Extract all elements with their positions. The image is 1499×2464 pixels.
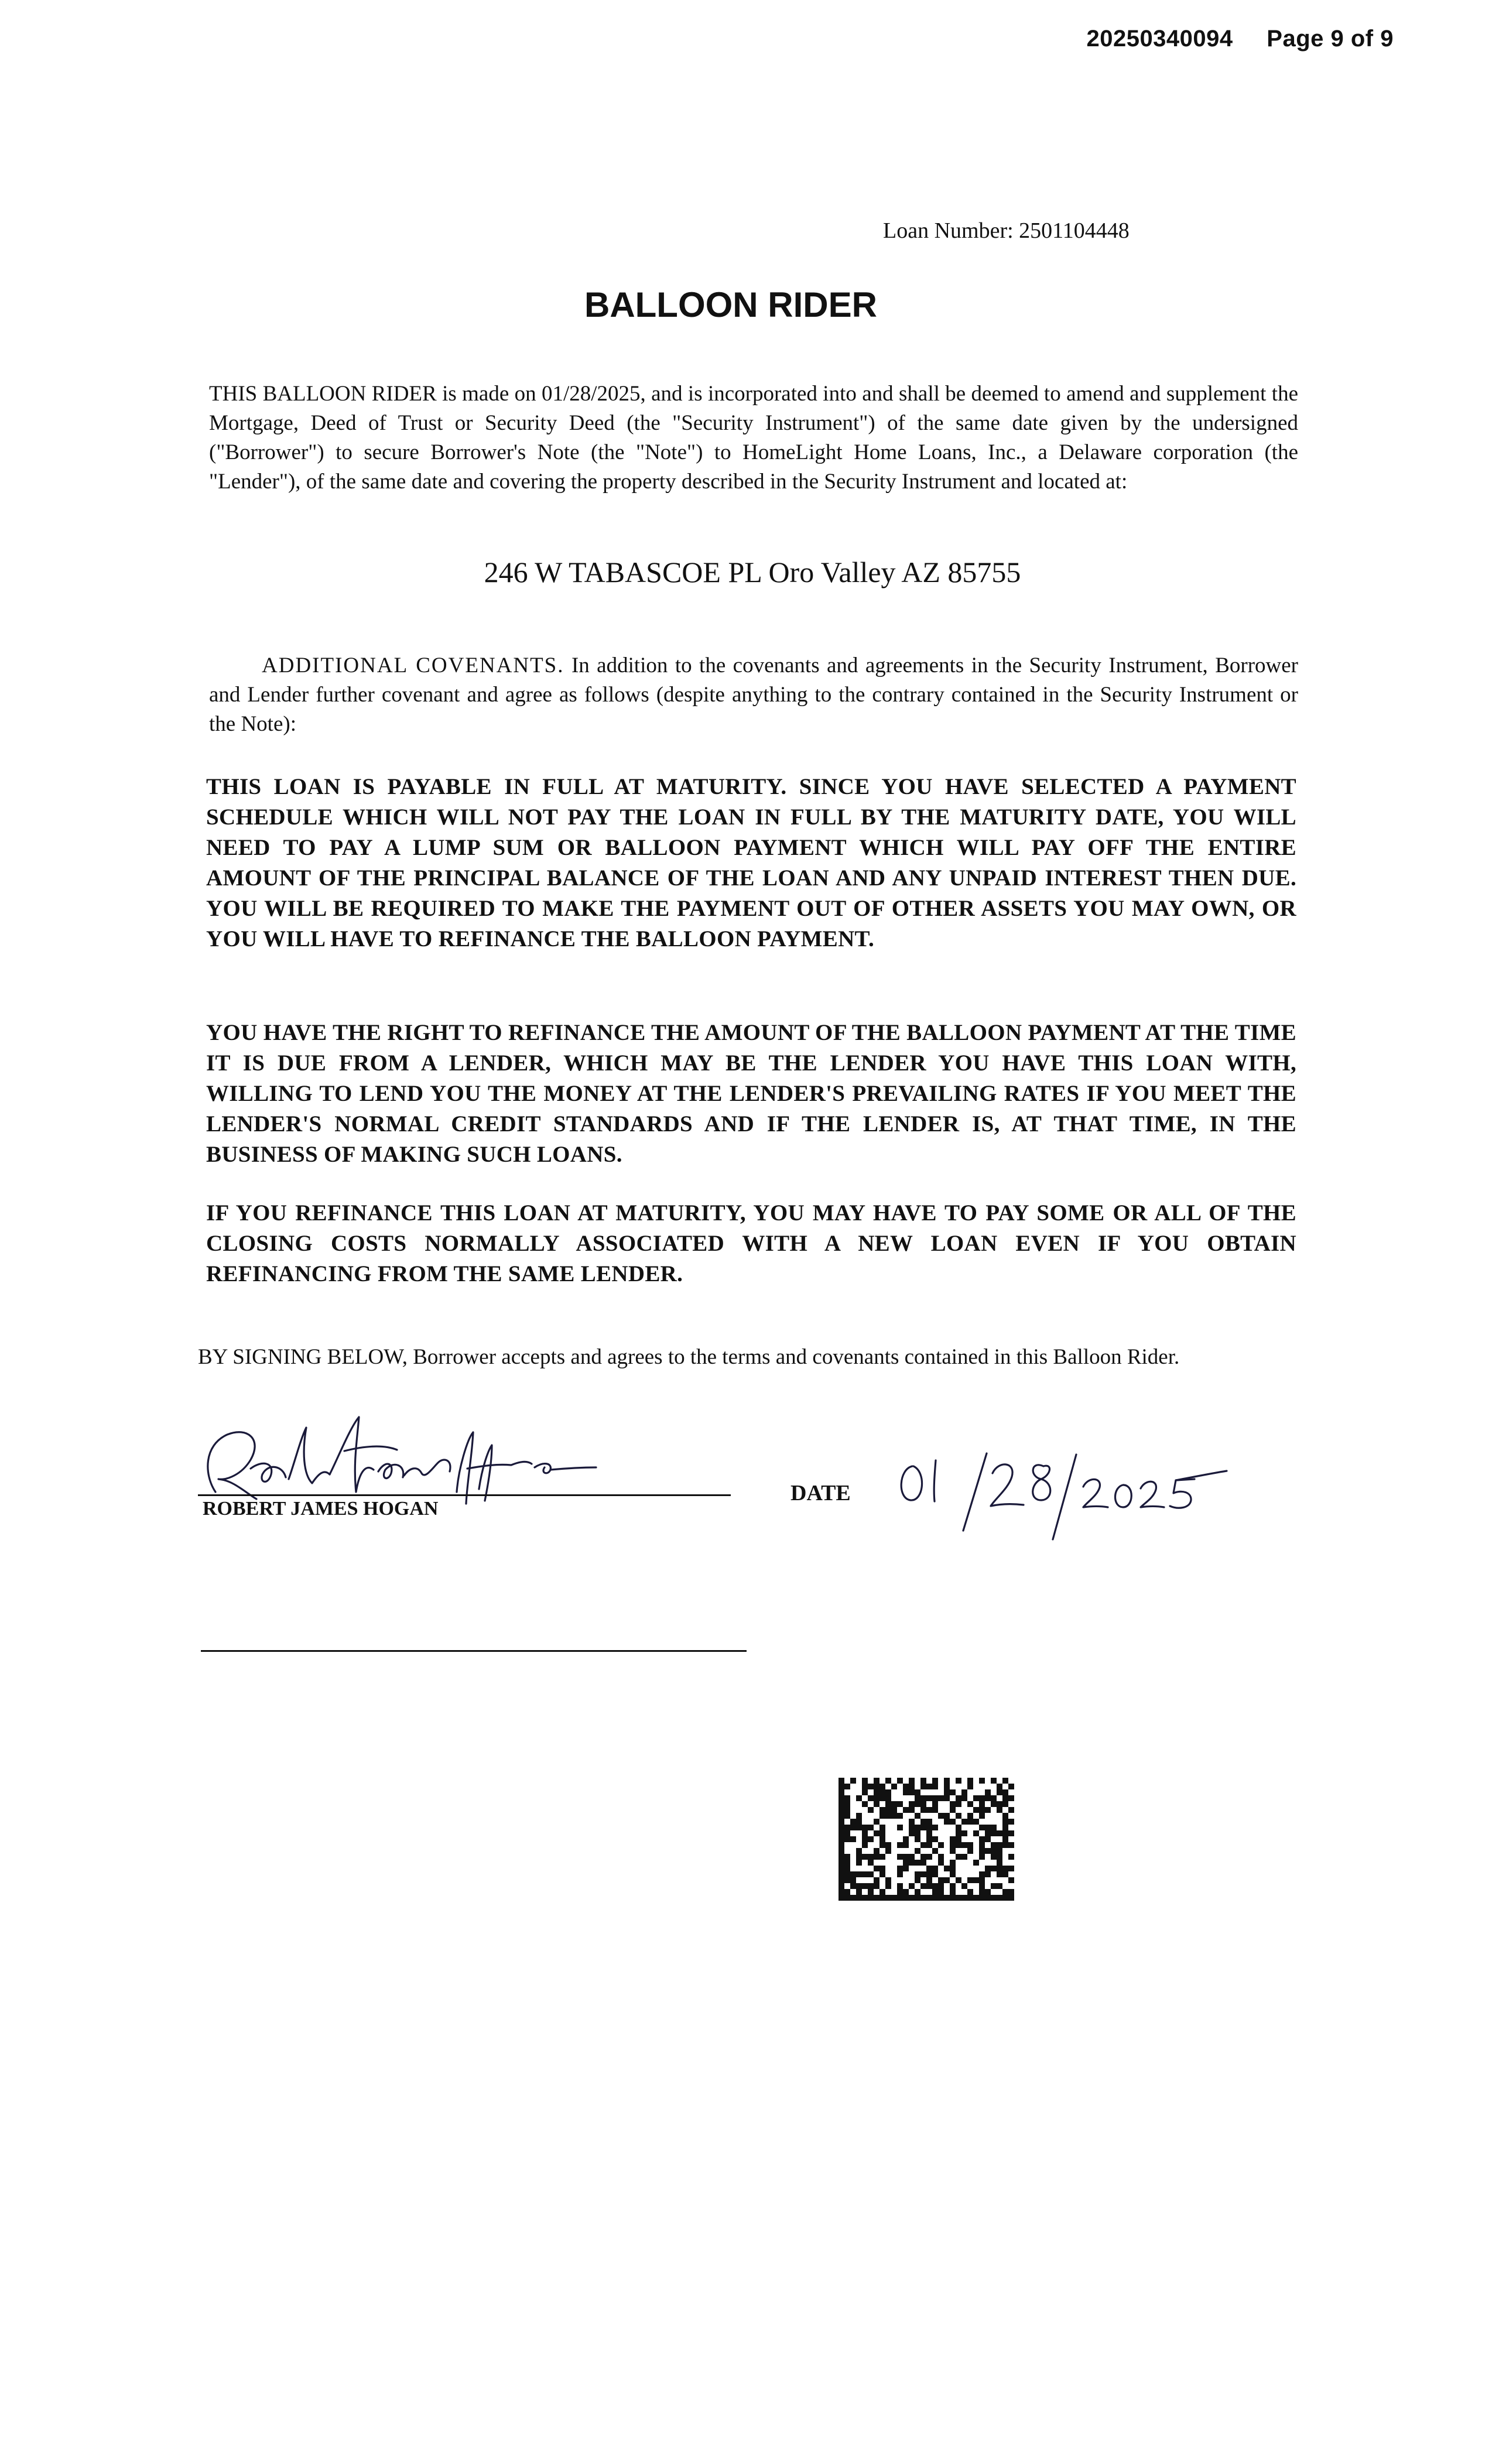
loan-number-value: 2501104448 (1019, 218, 1130, 243)
handwritten-date (890, 1443, 1241, 1542)
property-address: 246 W TABASCOE PL Oro Valley AZ 85755 (484, 556, 1021, 588)
covenants-heading: ADDITIONAL COVENANTS. (262, 653, 564, 677)
page-label: Page 9 of 9 (1267, 26, 1394, 52)
loan-number (883, 218, 1130, 244)
closing-costs-paragraph: IF YOU REFINANCE THIS LOAN AT MATURITY, YOU MAY HAVE TO PAY SOME OR ALL OF THE CLOSING COSTS NORMALLY ASSOCIATED WITH A NEW LOAN EVEN IF YOU OBTAIN REFINANCING FROM THE SAME LENDER. (206, 1200, 1296, 1286)
borrower-name: ROBERT JAMES HOGAN (203, 1498, 439, 1520)
borrower-signature-block (198, 1411, 737, 1528)
signing-statement: BY SIGNING BELOW, Borrower accepts and agrees to the terms and covenants contained in this Balloon Rider. (198, 1345, 1180, 1369)
covenants-paragraph (209, 651, 1298, 739)
loan-number-label: Loan Number: (883, 218, 1014, 243)
date-label: DATE (790, 1481, 851, 1505)
covenants-text: In addition to the covenants and agreements in the Security Instrument, Borrower and Lender further covenant and agree as follows (despite anything to the contrary contained in the Security Instrument or the Note): (209, 653, 1298, 736)
recording-number: 20250340094 (1086, 26, 1233, 52)
page-header (1086, 26, 1394, 52)
second-signature-line (201, 1650, 747, 1652)
barcode (839, 1778, 1014, 1901)
document-title: BALLOON RIDER (584, 285, 877, 324)
intro-paragraph: THIS BALLOON RIDER is made on 01/28/2025, and is incorporated into and shall be deemed to amend and supplement the Mortgage, Deed of Trust or Security Deed (the "Security Instrument") of the same date given by the undersigned ("Borrower") to secure Borrower's Note (the "Note") to HomeLight Home Loans, Inc., a Delaware corporation (the "Lender"), of the same date and covering the property described in the Security Instrument and located at: (209, 382, 1298, 494)
borrower-signature-line (198, 1494, 731, 1496)
balloon-notice-paragraph: THIS LOAN IS PAYABLE IN FULL AT MATURITY. SINCE YOU HAVE SELECTED A PAYMENT SCHEDULE WHICH WILL NOT PAY THE LOAN IN FULL BY THE MATURITY DATE, YOU WILL NEED TO PAY A LUMP SUM OR BALLOON PAYMENT WHICH WILL PAY OFF THE ENTIRE AMOUNT OF THE PRINCIPAL BALANCE OF THE LOAN AND ANY UNPAID INTEREST THEN DUE. YOU WILL BE REQUIRED TO MAKE THE PAYMENT OUT OF OTHER ASSETS YOU MAY OWN, OR YOU WILL HAVE TO REFINANCE THE BALLOON PAYMENT. (206, 774, 1296, 952)
refinance-right-paragraph: YOU HAVE THE RIGHT TO REFINANCE THE AMOUNT OF THE BALLOON PAYMENT AT THE TIME IT IS DUE FROM A LENDER, WHICH MAY BE THE LENDER YOU HAVE THIS LOAN WITH, WILLING TO LEND YOU THE MONEY AT THE LENDER'S PREVAILING RATES IF YOU MEET THE LENDER'S NORMAL CREDIT STANDARDS AND IF THE LENDER IS, AT THAT TIME, IN THE BUSINESS OF MAKING SUCH LOANS. (206, 1020, 1296, 1167)
